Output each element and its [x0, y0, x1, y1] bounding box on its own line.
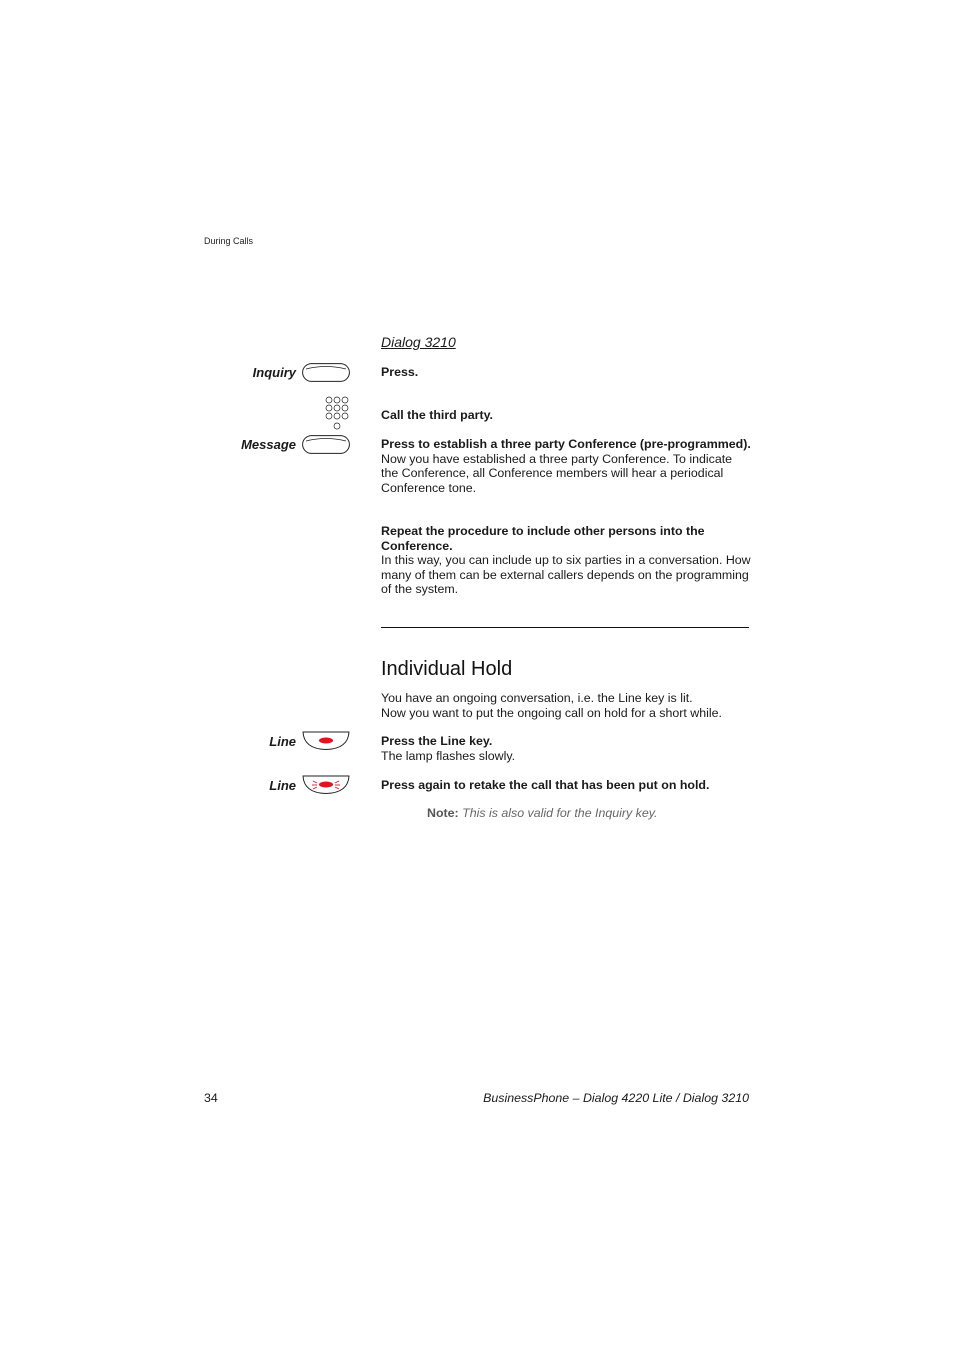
intro-line: You have an ongoing conversation, i.e. the Line key is lit. [381, 691, 693, 705]
line-key-label: Line [269, 734, 296, 749]
line-key-flashing-icon [302, 775, 350, 795]
repeat-step [381, 524, 751, 597]
step-instruction: Press to establish a three party Conference (pre-programmed). [381, 437, 751, 451]
note-label: Note: [427, 806, 459, 820]
message-key-icon [302, 435, 350, 454]
step-instruction: Press again to retake the call that has been put on hold. [381, 778, 710, 792]
step-instruction: Press. [381, 365, 419, 379]
line-key-label: Line [269, 778, 296, 793]
keypad-icon [325, 396, 351, 432]
step-detail: In this way, you can include up to six parties in a conversation. How many of them can be external callers depends on the programming of the system. [381, 553, 751, 596]
footer-title: BusinessPhone – Dialog 4220 Lite / Dialog 3210 [483, 1091, 749, 1105]
section-intro [381, 691, 751, 720]
line-key-lit-icon [302, 731, 350, 751]
step-detail: Now you have established a three party Conference. To indicate the Conference, all Conference members will hear a periodical Conference tone. [381, 451, 733, 495]
subsection-heading: Dialog 3210 [381, 334, 456, 350]
step-instruction: Repeat the procedure to include other persons into the Conference. [381, 524, 705, 553]
step-instruction: Press the Line key. [381, 734, 493, 748]
intro-line: Now you want to put the ongoing call on hold for a short while. [381, 705, 722, 720]
note-text: This is also valid for the Inquiry key. [462, 806, 658, 820]
section-divider [381, 627, 749, 628]
inquiry-key-icon [302, 363, 350, 382]
running-header: During Calls [204, 236, 254, 246]
step-detail: The lamp flashes slowly. [381, 748, 516, 763]
section-title: Individual Hold [381, 658, 513, 680]
conference-step [381, 437, 751, 495]
inquiry-key-label: Inquiry [252, 365, 296, 380]
message-key-label: Message [241, 437, 296, 452]
line-press-step [381, 734, 751, 763]
step-instruction: Call the third party. [381, 408, 493, 422]
note [427, 806, 657, 820]
page-number: 34 [204, 1091, 218, 1105]
